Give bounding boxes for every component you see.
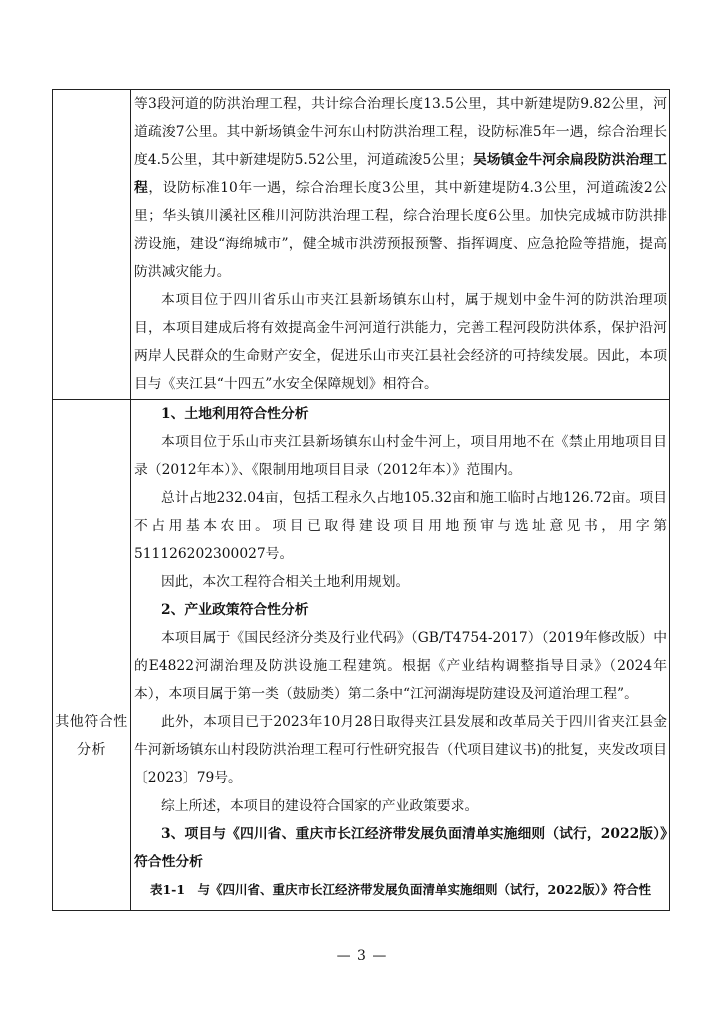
- row1-paragraph-2: 本项目位于四川省乐山市夹江县新场镇东山村，属于规划中金牛河的防洪治理项目，本项目建成后将有效提高金牛河河道行洪能力，完善工程河段防洪体系，保护沿河两岸人民群众的生命财产安全，促进乐山市夹江县社会经济的可持续发展。因此，本项目与《夹江县“十四五”水安全保障规划》相符合。: [134, 292, 667, 392]
- land-use-paragraph-1: 本项目位于乐山市夹江县新场镇东山村金牛河上，项目用地不在《禁止用地项目目录（2012年本）》、《限制用地项目目录（2012年本）》范围内。: [134, 434, 667, 478]
- row1-content: [134, 90, 667, 398]
- section-heading-yangtze-list: 3、项目与《四川省、重庆市长江经济带发展负面清单实施细则（试行，2022版）》符合性分析: [134, 826, 667, 870]
- page-number: — 3 —: [336, 948, 388, 964]
- section-heading-land-use: 1、土地利用符合性分析: [161, 406, 309, 422]
- row2-label: 其他符合性 分析: [55, 714, 128, 758]
- bold-project-name: 吴场镇金牛河余扁段防洪治理工程: [134, 152, 667, 196]
- document-table: [52, 89, 670, 911]
- table-caption: 表1-1 与《四川省、重庆市长江经济带发展负面清单实施细则（试行，2022版）》符合性: [149, 882, 652, 897]
- land-use-conclusion: 因此，本次工程符合相关土地利用规划。: [161, 574, 410, 590]
- section-heading-industry-policy: 2、产业政策符合性分析: [161, 602, 309, 618]
- industry-policy-paragraph-2: 此外，本项目已于2023年10月28日取得夹江县发展和改革局关于四川省夹江县金牛河新场镇东山村段防洪治理工程可行性研究报告（代项目建议书)的批复，夹发改项目〔2023〕79号。: [134, 714, 667, 786]
- industry-policy-paragraph-1: 本项目属于《国民经济分类及行业代码》（GB/T4754-2017）（2019年修改版）中的E4822河湖治理及防洪设施工程建筑。根据《产业结构调整指导目录》（2024年本），本项目属于第一类（鼓励类）第二条中“江河湖海堤防建设及河道治理工程”。: [134, 630, 667, 702]
- land-use-paragraph-2: 总计占地232.04亩，包括工程永久占地105.32亩和施工临时占地126.72亩。项目不占用基本农田。项目已取得建设项目用地预审与选址意见书，用字第511126202300027号。: [134, 490, 667, 562]
- column-divider: [130, 90, 131, 910]
- row2-content: [134, 400, 667, 904]
- row1-paragraph-1: 等3段河道的防洪治理工程，共计综合治理长度13.5公里，其中新建堤防9.82公里，河道疏浚7公里。其中新场镇金牛河东山村防洪治理工程，设防标准5年一遇，综合治理长度4.5公里，其中新建堤防5.52公里，河道疏浚5公里；吴场镇金牛河余扁段防洪治理工程，设防标准10年一遇，综合治理长度3公里，其中新建堤防4.3公里，河道疏浚2公里；华头镇川溪社区稚川河防洪治理工程，综合治理长度6公里。加快完成城市防洪排涝设施，建设“海绵城市”，健全城市洪涝预报预警、指挥调度、应急抢险等措施，提高防洪减灾能力。: [134, 96, 667, 280]
- industry-policy-conclusion: 综上所述，本项目的建设符合国家的产业政策要求。: [161, 798, 479, 814]
